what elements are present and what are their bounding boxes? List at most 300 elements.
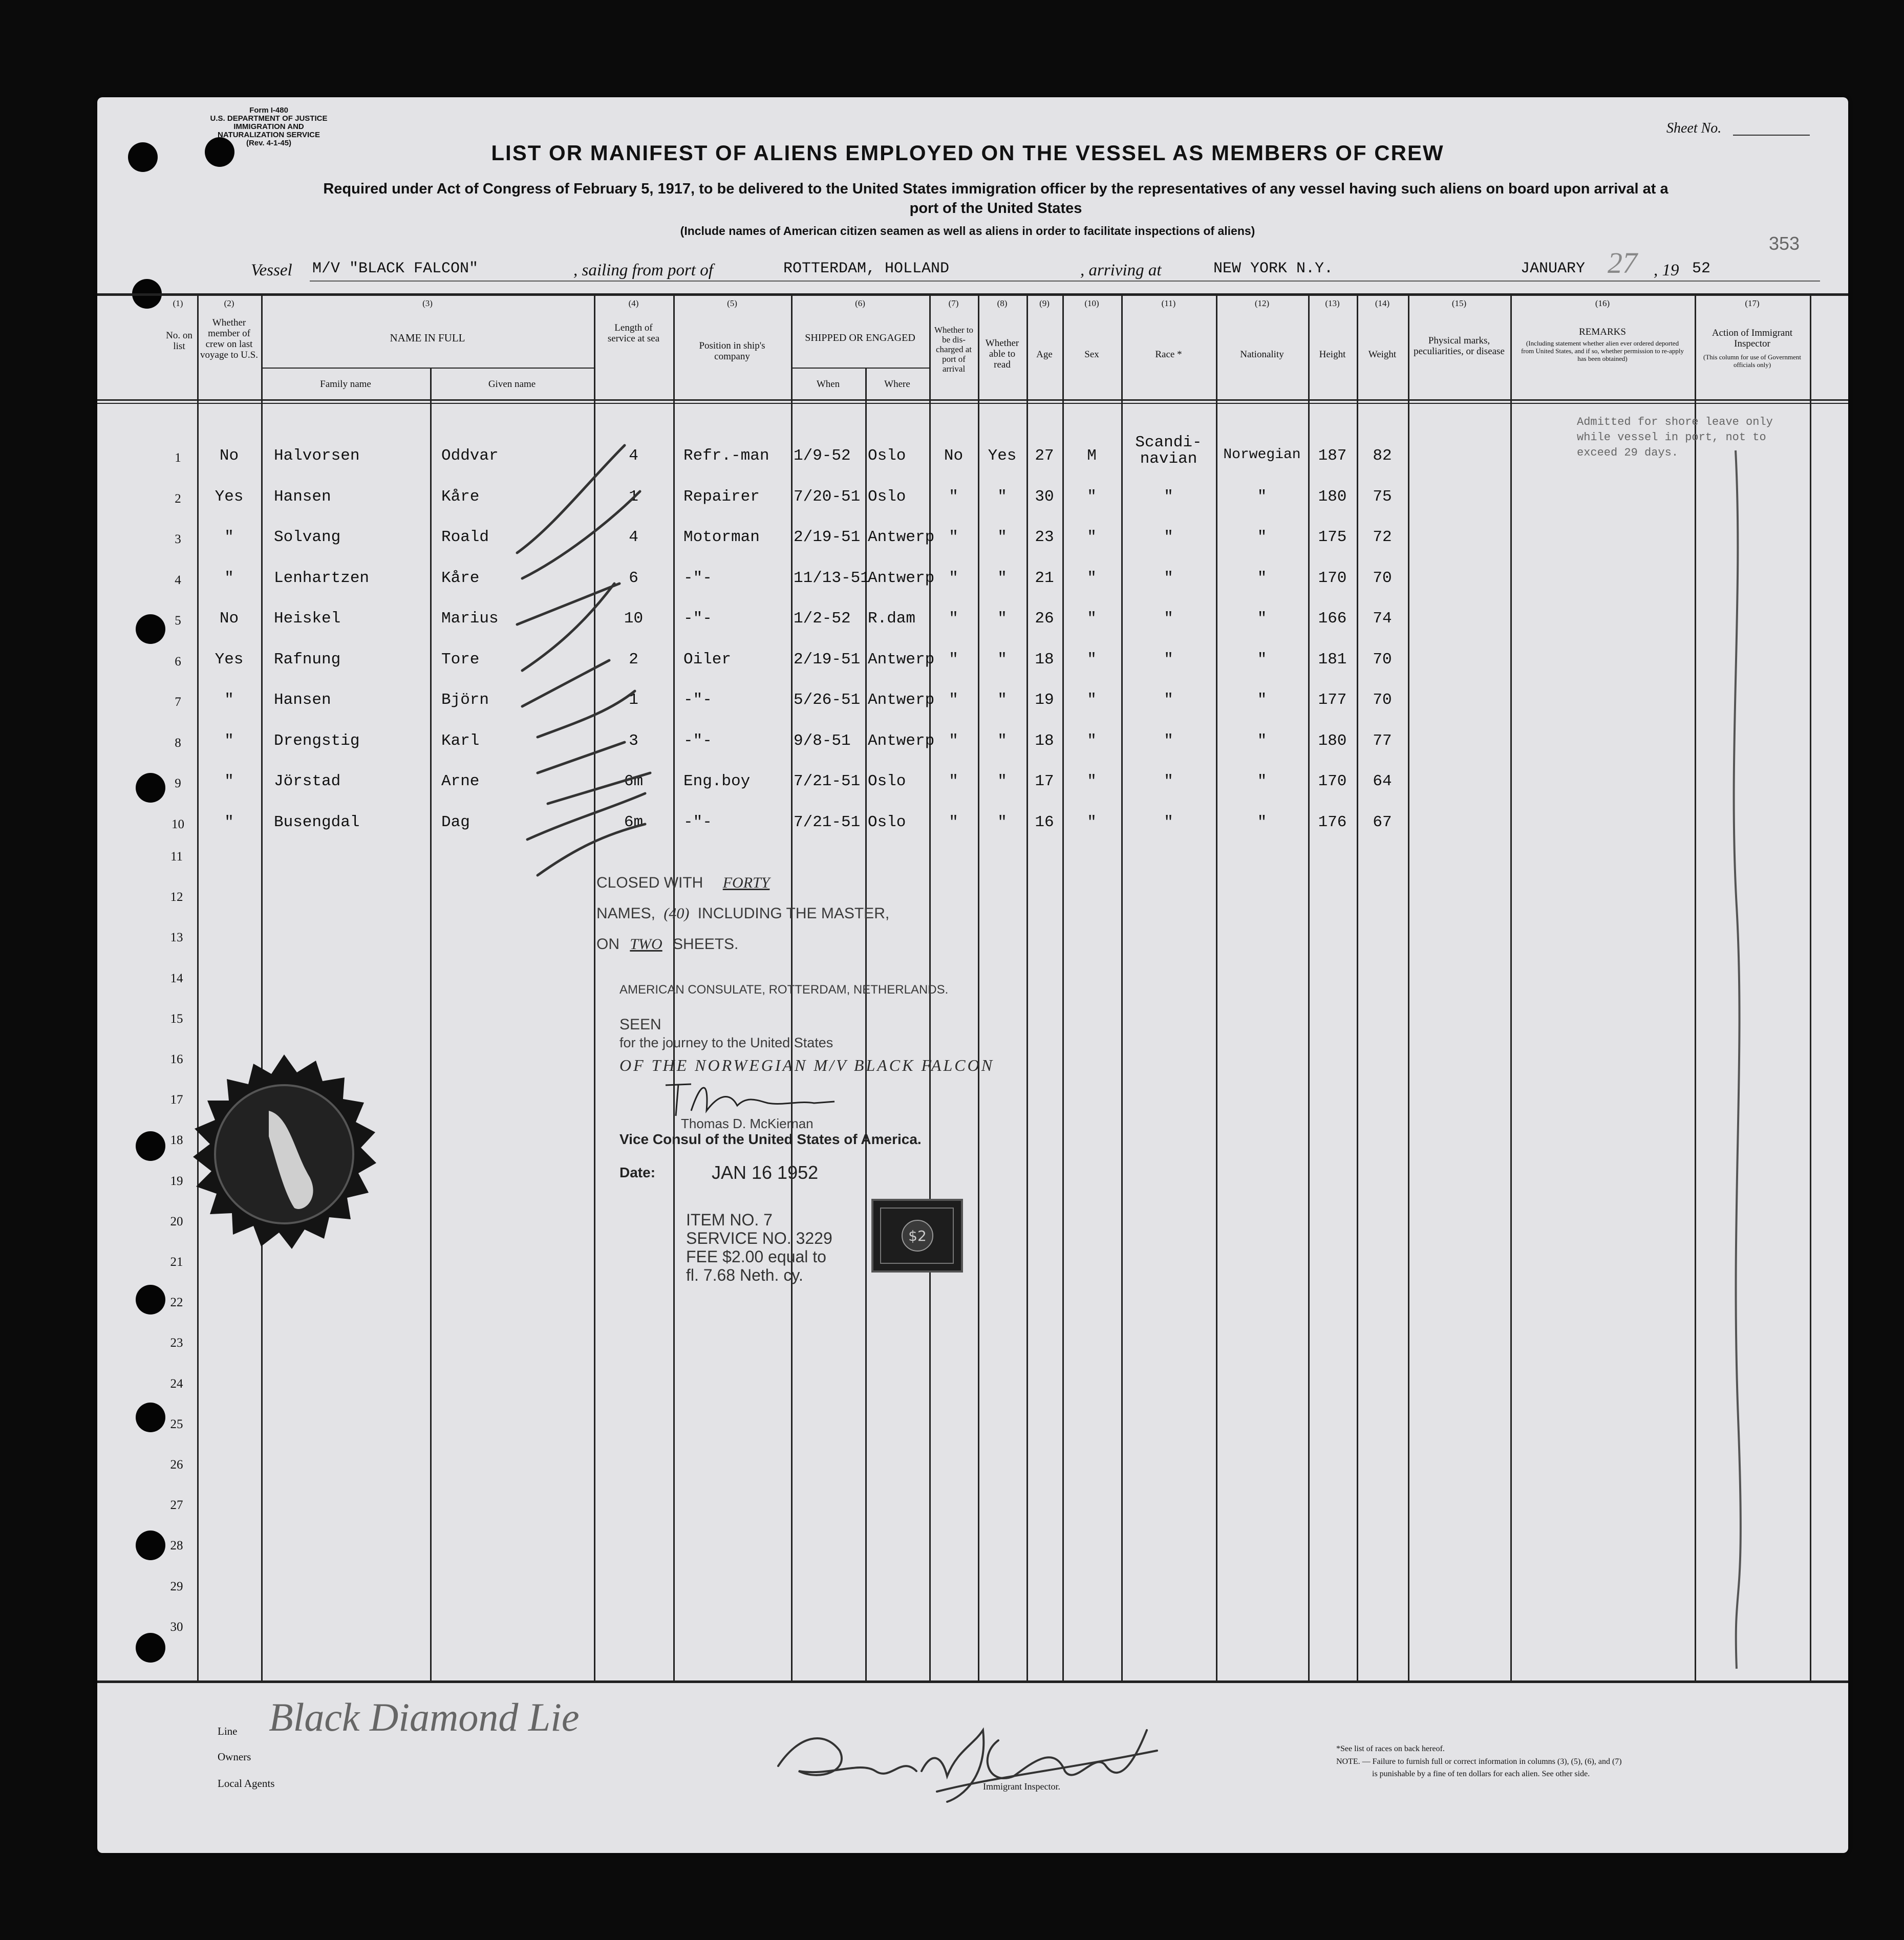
cell-age: 30 (1035, 487, 1054, 506)
cell-able-read: " (997, 487, 1007, 506)
consulate-vessel-note: OF THE NORWEGIAN M/V BLACK FALCON (619, 1056, 995, 1074)
cell-family-name: Heiskel (274, 610, 341, 628)
cell-where: Antwerp (868, 569, 935, 587)
arrival-port: NEW YORK N.Y. (1213, 260, 1334, 277)
cell-race-continued: navian (1140, 450, 1197, 468)
cell-length-service: 6m (624, 813, 644, 831)
port-of-sailing: ROTTERDAM, HOLLAND (783, 260, 950, 277)
header-sex: Sex (1084, 349, 1099, 360)
cell-where: Oslo (868, 813, 906, 831)
cell-able-read: " (997, 650, 1007, 669)
cell-weight: 70 (1373, 650, 1392, 669)
cell-last-voyage: No (219, 610, 239, 628)
header-weight: Weight (1368, 349, 1397, 360)
row-number: 27 (170, 1498, 183, 1513)
arrival-month: JANUARY (1521, 260, 1586, 277)
col-rule (1408, 293, 1409, 1680)
service-number: SERVICE NO. 3229 (686, 1229, 832, 1247)
col-number: (2) (224, 298, 234, 308)
cell-weight: 82 (1373, 447, 1392, 465)
names-label: NAMES, (596, 905, 656, 922)
footer-agents-label: Local Agents (218, 1777, 275, 1790)
row-number: 19 (170, 1174, 183, 1188)
cell-able-read: " (997, 772, 1007, 790)
cell-sex: " (1087, 487, 1097, 506)
table-header-bottom-2 (97, 403, 1848, 404)
cell-nationality: " (1257, 528, 1267, 546)
subnote: (Include names of American citizen seamen as well as aliens in order to facilitate inspections of aliens) (680, 224, 1255, 238)
cell-where: Oslo (868, 487, 906, 506)
header-name-in-full: NAME IN FULL (390, 332, 465, 344)
cell-discharged: " (949, 813, 958, 831)
cell-discharged: " (949, 528, 958, 546)
cell-sex: " (1087, 610, 1097, 628)
remarks-line: exceed 29 days. (1577, 446, 1679, 459)
header-discharged: Whether to be dis-charged at port of arrival (934, 325, 973, 374)
check-marks (507, 404, 742, 947)
header-height: Height (1319, 349, 1346, 360)
svg-text:$2: $2 (908, 1227, 927, 1244)
cell-where: Antwerp (868, 650, 935, 669)
cell-when: 2/19-51 (794, 528, 861, 546)
cell-discharged: " (949, 691, 958, 709)
row-number: 25 (170, 1417, 183, 1431)
col-rule (1810, 293, 1811, 1680)
cell-weight: 74 (1373, 610, 1392, 628)
col-rule (1695, 293, 1696, 1680)
cell-position: Motorman (683, 528, 760, 546)
cell-family-name: Hansen (274, 691, 331, 709)
col-number: (9) (1039, 298, 1050, 308)
shipped-subheader-line (791, 368, 929, 369)
cell-last-voyage: " (224, 569, 234, 587)
col-number: (16) (1595, 298, 1610, 308)
revision: (Rev. 4-1-45) (246, 139, 292, 147)
cell-weight: 70 (1373, 569, 1392, 587)
cell-weight: 67 (1373, 813, 1392, 831)
cell-given-name: Tore (441, 650, 480, 669)
sheets-count: TWO (630, 936, 662, 953)
col-number: (7) (948, 298, 959, 308)
cell-weight: 77 (1373, 731, 1392, 750)
cell-length-service: 2 (629, 650, 638, 669)
cell-able-read: " (997, 610, 1007, 628)
header-position: Position in ship's company (699, 340, 765, 362)
col-rule (1510, 293, 1512, 1680)
cell-given-name: Dag (441, 813, 470, 831)
cell-age: 27 (1035, 447, 1054, 465)
punch-hole (136, 1633, 165, 1663)
cell-able-read: Yes (988, 447, 1017, 465)
cell-race: " (1164, 487, 1173, 506)
cell-where: Oslo (868, 447, 906, 465)
row-number: 24 (170, 1376, 183, 1391)
cell-discharged: " (949, 731, 958, 750)
cell-length-service: 3 (629, 731, 638, 750)
arriving-label: , arriving at (1080, 261, 1162, 279)
col-number: (15) (1451, 298, 1467, 308)
col-number: (1) (173, 298, 183, 308)
row-number: 12 (170, 890, 183, 904)
sailing-label: , sailing from port of (573, 261, 713, 279)
header-action-note: (This column for use of Government officials only) (1703, 353, 1801, 369)
consulate-heading: AMERICAN CONSULATE, ROTTERDAM, NETHERLANDS. (619, 983, 949, 997)
cell-last-voyage: " (224, 528, 234, 546)
penalty-note-line-1 (1336, 1756, 1622, 1768)
row-number: 28 (170, 1539, 183, 1553)
cell-position: -"- (683, 610, 712, 628)
cell-family-name: Rafnung (274, 650, 341, 669)
cell-position: -"- (683, 569, 712, 587)
note-text-2: is punishable by a fine of ten dollars for each alien. See other side. (1372, 1770, 1590, 1778)
cell-position: -"- (683, 731, 712, 750)
row-number: 15 (170, 1011, 183, 1026)
punch-hole (128, 142, 158, 172)
row-number: 14 (170, 971, 183, 985)
table-top-border (97, 293, 1848, 296)
cell-discharged: No (944, 447, 964, 465)
cell-family-name: Busengdal (274, 813, 360, 831)
header-length-service: Length of service at sea (607, 322, 660, 344)
cell-weight: 72 (1373, 528, 1392, 546)
inspector-vertical-stroke (1705, 445, 1766, 1674)
page-number: 353 (1769, 233, 1800, 254)
col-number: (4) (628, 298, 639, 308)
cell-family-name: Halvorsen (274, 447, 360, 465)
consul-signature (660, 1075, 845, 1121)
header-remarks-note: (Including statement whether alien ever ordered deported from United States, and if so, whether permission to re-apply has been obtained) (1521, 339, 1684, 362)
cell-race: " (1164, 610, 1173, 628)
cell-last-voyage: No (219, 447, 239, 465)
remarks-line: while vessel in port, not to (1577, 431, 1766, 444)
cell-height: 187 (1318, 447, 1347, 465)
row-number: 5 (175, 614, 181, 628)
col-rule (865, 368, 867, 1680)
row-number: 11 (170, 850, 183, 864)
cell-where: Antwerp (868, 528, 935, 546)
cell-sex: " (1087, 731, 1097, 750)
cell-where: R.dam (868, 610, 916, 628)
cell-family-name: Lenhartzen (274, 569, 370, 587)
cell-race: " (1164, 528, 1173, 546)
cell-able-read: " (997, 569, 1007, 587)
closing-stamp-line-2 (596, 898, 889, 929)
service-name: IMMIGRATION AND NATURALIZATION SERVICE (217, 122, 320, 139)
cell-height: 177 (1318, 691, 1347, 709)
penalty-note (1336, 1756, 1622, 1780)
row-number: 4 (175, 573, 181, 587)
including-label: INCLUDING THE MASTER, (697, 905, 890, 922)
consulate-seen: SEEN (619, 1016, 661, 1033)
cell-when: 1/9-52 (794, 447, 851, 465)
cell-given-name: Björn (441, 691, 489, 709)
closing-stamp-line-3 (596, 929, 889, 960)
cell-given-name: Roald (441, 528, 489, 546)
col-number: (17) (1745, 298, 1760, 308)
cell-length-service: 4 (629, 447, 638, 465)
footer-line-value: Black Diamond Lie (269, 1695, 580, 1739)
cell-given-name: Arne (441, 772, 480, 790)
cell-nationality: " (1257, 731, 1267, 750)
col-number: (8) (997, 298, 1008, 308)
closing-stamp (596, 868, 889, 960)
header-age: Age (1036, 349, 1053, 360)
cell-position: Repairer (683, 487, 760, 506)
subtitle (189, 179, 1802, 218)
cell-sex: " (1087, 772, 1097, 790)
row-number: 1 (175, 451, 181, 465)
header-given-name: Given name (488, 379, 536, 390)
row-number: 18 (170, 1133, 183, 1148)
cell-discharged: " (949, 650, 958, 669)
cell-length-service: 4 (629, 528, 638, 546)
header-when: When (816, 379, 840, 390)
cell-sex: " (1087, 528, 1097, 546)
row-number: 22 (170, 1296, 183, 1310)
cell-discharged: " (949, 487, 958, 506)
cell-discharged: " (949, 569, 958, 587)
cell-length-service: 1 (629, 691, 638, 709)
row-number: 9 (175, 777, 181, 790)
cell-length-service: 1 (629, 487, 638, 506)
row-number: 26 (170, 1458, 183, 1472)
cell-position: Refr.-man (683, 447, 769, 465)
row-number: 6 (175, 654, 181, 669)
cell-last-voyage: " (224, 691, 234, 709)
cell-given-name: Marius (441, 610, 499, 628)
cell-nationality: " (1257, 813, 1267, 831)
cell-race: " (1164, 691, 1173, 709)
cell-family-name: Jörstad (274, 772, 341, 790)
col-number: (11) (1161, 298, 1176, 308)
row-number: 7 (175, 695, 181, 709)
cell-where: Antwerp (868, 731, 935, 750)
cell-family-name: Drengstig (274, 731, 360, 750)
header-family-name: Family name (320, 379, 371, 390)
cell-position: -"- (683, 813, 712, 831)
row-number: 17 (170, 1093, 183, 1107)
year-prefix: , 19 (1654, 261, 1679, 279)
cell-height: 181 (1318, 650, 1347, 669)
arrival-day: 27 (1608, 246, 1637, 279)
cell-nationality: Norwegian (1223, 447, 1301, 463)
header-race: Race * (1155, 349, 1182, 360)
col-number: (3) (422, 298, 433, 308)
header-remarks: REMARKS (1579, 327, 1626, 337)
cell-age: 18 (1035, 650, 1054, 669)
sheet-number-label: Sheet No. (1666, 120, 1722, 136)
page-title: LIST OR MANIFEST OF ALIENS EMPLOYED ON THE VESSEL AS MEMBERS OF CREW (491, 141, 1444, 165)
subtitle-line: port of the United States (909, 200, 1082, 217)
note-text-1: — Failure to furnish full or correct information in columns (3), (5), (6), and (7) (1362, 1757, 1622, 1766)
cell-nationality: " (1257, 691, 1267, 709)
voyage-underline (310, 281, 1820, 282)
cell-when: 9/8-51 (794, 731, 851, 750)
cell-race: Scandi- (1135, 434, 1202, 451)
cell-nationality: " (1257, 569, 1267, 587)
cell-family-name: Hansen (274, 487, 331, 506)
cell-height: 180 (1318, 487, 1347, 506)
col-rule (430, 368, 432, 1680)
cell-sex: M (1087, 447, 1097, 465)
col-number: (6) (855, 298, 865, 308)
cell-race: " (1164, 731, 1173, 750)
cell-sex: " (1087, 569, 1097, 587)
cell-race: " (1164, 772, 1173, 790)
cell-when: 2/19-51 (794, 650, 861, 669)
cell-last-voyage: " (224, 813, 234, 831)
cell-length-service: 10 (624, 610, 644, 628)
cell-age: 16 (1035, 813, 1054, 831)
note-label: NOTE. (1336, 1757, 1360, 1766)
inspector-signature (768, 1699, 1167, 1807)
cell-age: 17 (1035, 772, 1054, 790)
cell-when: 7/21-51 (794, 772, 861, 790)
closed-with-label: CLOSED WITH (596, 874, 703, 891)
row-number: 21 (170, 1255, 183, 1269)
cell-length-service: 6m (624, 772, 644, 790)
cell-last-voyage: Yes (215, 487, 244, 506)
row-number: 13 (170, 931, 183, 945)
header-shipped: SHIPPED OR ENGAGED (805, 332, 915, 343)
cell-sex: " (1087, 650, 1097, 669)
cell-weight: 75 (1373, 487, 1392, 506)
cell-age: 23 (1035, 528, 1054, 546)
cell-position: Oiler (683, 650, 732, 669)
consulate-journey: for the journey to the United States (619, 1035, 833, 1050)
col-rule (261, 293, 263, 1680)
sheet-number-line (1733, 135, 1810, 136)
vessel-label: Vessel (251, 261, 292, 279)
consular-seal (182, 1049, 387, 1254)
cell-age: 26 (1035, 610, 1054, 628)
consulate-date-label: Date: (619, 1165, 656, 1180)
closed-with-count-number: (40) (664, 905, 690, 922)
consul-name: Thomas D. McKiernan (681, 1116, 814, 1131)
cell-able-read: " (997, 528, 1007, 546)
cell-given-name: Kåre (441, 569, 480, 587)
header-where: Where (884, 379, 910, 390)
header-able-read: Whether able to read (985, 338, 1019, 370)
cell-sex: " (1087, 691, 1097, 709)
cell-last-voyage: " (224, 772, 234, 790)
header-last-voyage: Whether member of crew on last voyage to U.S. (200, 317, 258, 360)
row-number: 8 (175, 736, 181, 750)
on-label: ON (596, 936, 619, 953)
cell-position: -"- (683, 691, 712, 709)
cell-given-name: Karl (441, 731, 480, 750)
cell-height: 170 (1318, 772, 1347, 790)
subtitle-line: Required under Act of Congress of February 5, 1917, to be delivered to the United States immigration officer by the representatives of any vessel having such aliens on board upon arrival at a (323, 181, 1668, 197)
cell-family-name: Solvang (274, 528, 341, 546)
year-suffix: 52 (1692, 260, 1711, 277)
header-physical: Physical marks, peculiarities, or disease (1414, 335, 1505, 357)
races-note: *See list of races on back hereof. (1336, 1744, 1445, 1753)
cell-when: 7/20-51 (794, 487, 861, 506)
fee-guilders: fl. 7.68 Neth. cy. (686, 1266, 803, 1284)
cell-length-service: 6 (629, 569, 638, 587)
item-number: ITEM NO. 7 (686, 1211, 773, 1229)
cell-sex: " (1087, 813, 1097, 831)
cell-when: 1/2-52 (794, 610, 851, 628)
cell-age: 21 (1035, 569, 1054, 587)
header-nationality: Nationality (1240, 349, 1284, 360)
col-number: (13) (1325, 298, 1340, 308)
cell-given-name: Oddvar (441, 447, 499, 465)
cell-position: Eng.boy (683, 772, 751, 790)
col-number: (10) (1084, 298, 1099, 308)
col-number: (5) (727, 298, 737, 308)
manifest-page (97, 97, 1848, 1853)
consular-fee-stamp (686, 1211, 832, 1284)
cell-nationality: " (1257, 487, 1267, 506)
cell-last-voyage: " (224, 731, 234, 750)
name-subheader-line (261, 368, 594, 369)
header-no-on-list: No. on list (166, 330, 192, 352)
cell-nationality: " (1257, 610, 1267, 628)
sheets-label: SHEETS. (673, 936, 739, 953)
row-number: 3 (175, 532, 181, 546)
footer-owners-label: Owners (218, 1751, 251, 1763)
table-header-bottom (97, 399, 1848, 401)
row-number: 2 (175, 491, 181, 506)
cell-weight: 64 (1373, 772, 1392, 790)
vessel-name: M/V "BLACK FALCON" (312, 260, 479, 277)
immigrant-inspector-label: Immigrant Inspector. (983, 1781, 1060, 1792)
consulate-date: JAN 16 1952 (712, 1162, 819, 1183)
col-number: (14) (1375, 298, 1390, 308)
cell-race: " (1164, 813, 1173, 831)
closing-stamp-line-1 (596, 868, 889, 898)
cell-discharged: " (949, 610, 958, 628)
row-number: 16 (170, 1052, 183, 1066)
cell-given-name: Kåre (441, 487, 480, 506)
table-bottom-border (97, 1680, 1848, 1683)
cell-height: 176 (1318, 813, 1347, 831)
header-action: Action of Immigrant Inspector (1712, 328, 1793, 349)
cell-nationality: " (1257, 650, 1267, 669)
col-number: (12) (1254, 298, 1270, 308)
cell-nationality: " (1257, 772, 1267, 790)
remarks-line: Admitted for shore leave only (1577, 416, 1773, 428)
cell-race: " (1164, 650, 1173, 669)
footer-line-label: Line (218, 1725, 238, 1737)
closed-with-count-words: FORTY (722, 874, 770, 891)
cell-height: 170 (1318, 569, 1347, 587)
cell-able-read: " (997, 691, 1007, 709)
fee-amount: FEE $2.00 equal to (686, 1247, 826, 1266)
cell-height: 166 (1318, 610, 1347, 628)
row-number: 10 (172, 817, 184, 831)
cell-age: 18 (1035, 731, 1054, 750)
cell-height: 175 (1318, 528, 1347, 546)
cell-age: 19 (1035, 691, 1054, 709)
row-number: 20 (170, 1214, 183, 1228)
cell-last-voyage: Yes (215, 650, 244, 669)
cell-weight: 70 (1373, 691, 1392, 709)
cell-able-read: " (997, 731, 1007, 750)
consul-title: Vice Consul of the United States of America. (619, 1131, 922, 1147)
department: U.S. DEPARTMENT OF JUSTICE (210, 114, 328, 123)
cell-when: 5/26-51 (794, 691, 861, 709)
cell-when: 11/13-51 (794, 569, 870, 587)
row-number: 30 (170, 1620, 183, 1634)
cell-discharged: " (949, 772, 958, 790)
cell-when: 7/21-51 (794, 813, 861, 831)
form-number: Form I-480 (249, 106, 288, 115)
cell-where: Antwerp (868, 691, 935, 709)
cell-where: Oslo (868, 772, 906, 790)
